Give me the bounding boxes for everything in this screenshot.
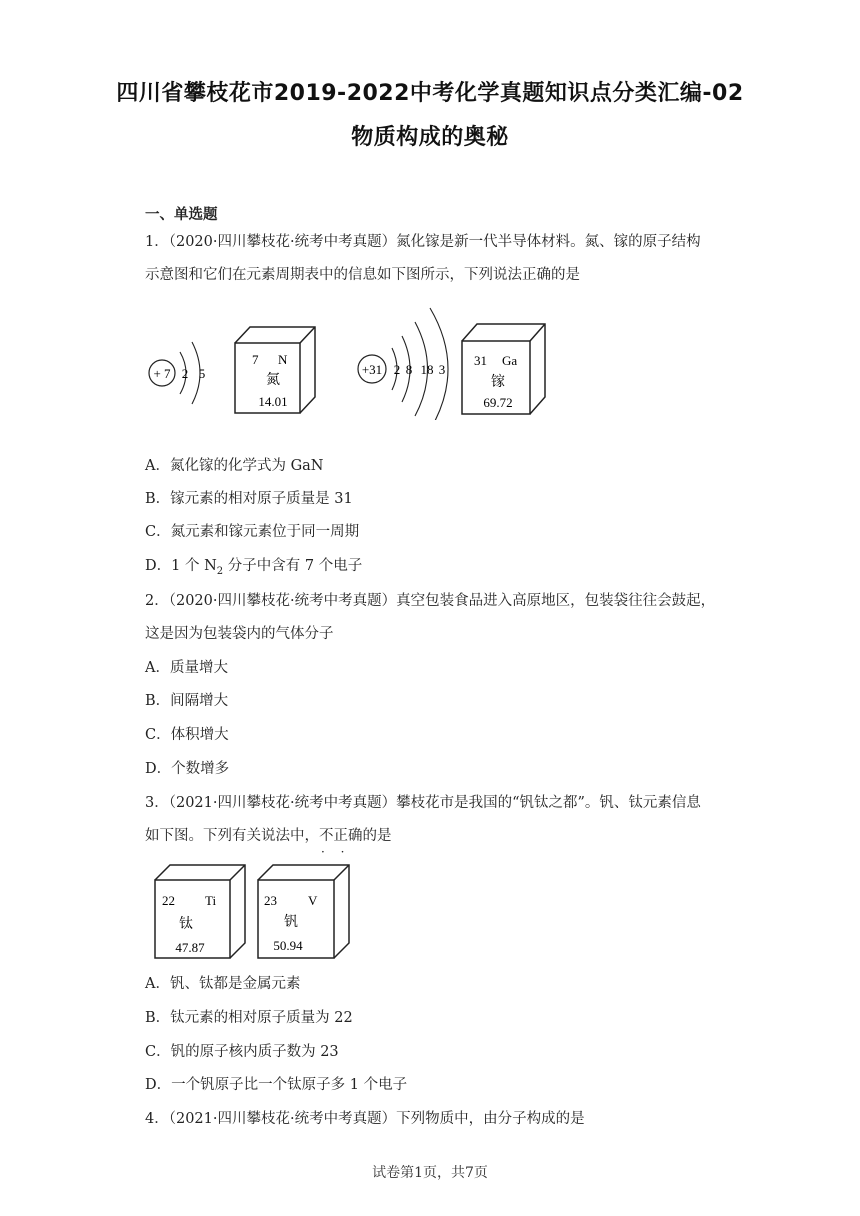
- question-1-stem-line2: 示意图和它们在元素周期表中的信息如下图所示，下列说法正确的是: [145, 267, 580, 283]
- question-3-stem-line2: [145, 826, 392, 846]
- option-d-suffix: 分子中含有 7 个电子: [223, 558, 363, 574]
- document-title-line2: 物质构成的奥秘: [351, 125, 509, 150]
- option-d-prefix: D．1 个 N: [145, 558, 217, 574]
- n-shell-1: 2: [181, 366, 189, 381]
- question-3-option-b: B．钛元素的相对原子质量为 22: [145, 1010, 353, 1026]
- ga-shell-1: 2: [393, 362, 401, 377]
- question-3-option-d: D．一个钒原子比一个钛原子多 1 个电子: [145, 1077, 408, 1093]
- question-2-option-a: A．质量增大: [145, 660, 228, 676]
- n-mass: 14.01: [258, 394, 288, 409]
- gallium-atom-diagram: [358, 308, 448, 420]
- section-heading: 一、单选题: [145, 207, 218, 223]
- ti-atomic-number: 22: [162, 893, 175, 908]
- v-atomic-number: 23: [264, 893, 277, 908]
- nitrogen-element-cell: [235, 327, 315, 413]
- question-3-stem-line1: 3．（2021·四川攀枝花·统考中考真题）攀枝花市是我国的“钒钛之都”。钒、钛元素信息: [145, 795, 701, 811]
- question-3-option-a: A．钒、钛都是金属元素: [145, 976, 301, 992]
- n-symbol: N: [278, 352, 288, 367]
- question-3-figure: [150, 860, 365, 965]
- question-2-option-c: C．体积增大: [145, 727, 229, 743]
- n-nucleus-label: + 7: [153, 366, 171, 381]
- question-1-figure: [140, 300, 570, 420]
- n-name: 氮: [266, 373, 280, 388]
- question-1-option-a: A．氮化镓的化学式为 GaN: [145, 458, 324, 474]
- question-4-stem-line1: 4．（2021·四川攀枝花·统考中考真题）下列物质中，由分子构成的是: [145, 1111, 585, 1127]
- vanadium-element-cell: [258, 865, 349, 958]
- question-1-stem-line1: 1．（2020·四川攀枝花·统考中考真题）氮化镓是新一代半导体材料。氮、镓的原子结构: [145, 234, 701, 250]
- v-symbol: V: [308, 893, 318, 908]
- question-2-stem-line1: 2．（2020·四川攀枝花·统考中考真题）真空包装食品进入高原地区，包装袋往往会鼓起，: [145, 593, 716, 609]
- n-shell-2: 5: [198, 366, 206, 381]
- page-footer: 试卷第1页，共7页: [372, 1165, 488, 1181]
- v-name: 钒: [284, 915, 298, 930]
- ga-name: 镓: [491, 375, 505, 390]
- question-2-stem-line2: 这是因为包装袋内的气体分子: [145, 626, 334, 642]
- stem-text-after: 的是: [362, 828, 392, 844]
- titanium-element-cell: [155, 865, 245, 958]
- question-2-option-b: B．间隔增大: [145, 693, 229, 709]
- ti-name: 钛: [179, 917, 193, 932]
- stem-text-before: 如下图。下列有关说法中，: [145, 828, 319, 844]
- question-3-option-c: C．钒的原子核内质子数为 23: [145, 1044, 339, 1060]
- gallium-element-cell: [462, 324, 545, 414]
- n-atomic-number: 7: [252, 352, 259, 367]
- question-1-option-d: [145, 556, 362, 578]
- subscript-2: 2: [216, 566, 224, 577]
- ga-shell-4: 3: [438, 362, 446, 377]
- v-mass: 50.94: [273, 938, 303, 953]
- ti-symbol: Ti: [205, 893, 217, 908]
- question-2-option-d: D．个数增多: [145, 761, 230, 777]
- ti-mass: 47.87: [175, 940, 205, 955]
- question-1-option-c: C．氮元素和镓元素位于同一周期: [145, 524, 360, 540]
- ga-nucleus-label: +31: [361, 362, 383, 377]
- emphasis-not-correct: 不正确 · ·: [319, 828, 363, 844]
- ga-shell-3: 18: [420, 362, 434, 377]
- ga-atomic-number: 31: [474, 353, 487, 368]
- nitrogen-atom-diagram: [149, 342, 205, 404]
- question-1-option-b: B．镓元素的相对原子质量是 31: [145, 491, 353, 507]
- document-title-line1: 四川省攀枝花市2019-2022中考化学真题知识点分类汇编-02: [116, 81, 744, 106]
- ga-mass: 69.72: [483, 395, 513, 410]
- ga-symbol: Ga: [502, 353, 518, 368]
- ga-shell-2: 8: [405, 362, 413, 377]
